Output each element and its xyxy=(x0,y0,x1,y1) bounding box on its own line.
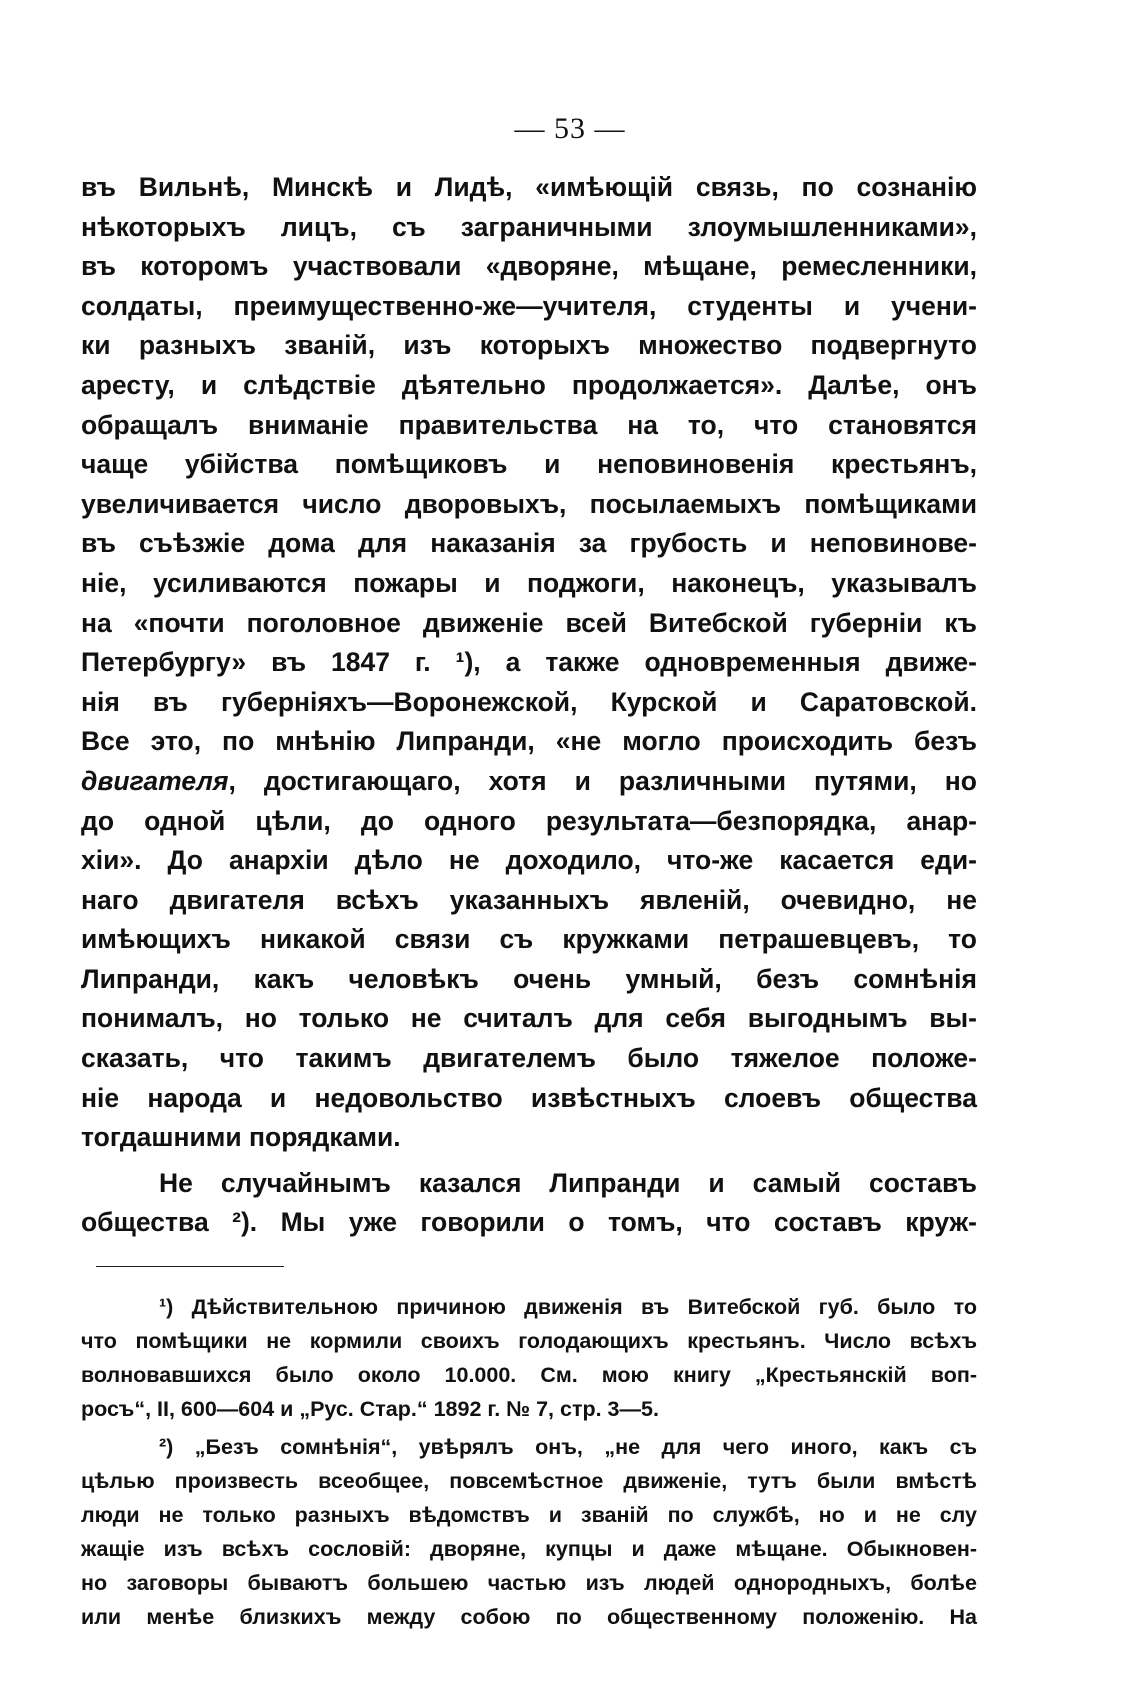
text-line: въ съѣзжіе дома для наказанія за грубость и неповинове- xyxy=(81,528,977,559)
footnote-2-line: люди не только разныхъ вѣдомствъ и званій по службѣ, но и не слу xyxy=(81,1503,977,1527)
footnote-2-line: ²) „Безъ сомнѣнія“, увѣрялъ онъ, „не для чего иного, какъ съ xyxy=(159,1435,977,1459)
text-line: имѣющихъ никакой связи съ кружками петрашевцевъ, то xyxy=(81,924,977,955)
text-line: нѣкоторыхъ лицъ, съ заграничными злоумышленниками», xyxy=(81,211,977,242)
footnotes xyxy=(81,1290,977,1634)
text-line: общества ²). Мы уже говорили о томъ, что составъ круж- xyxy=(81,1207,977,1238)
text-line: сказать, что такимъ двигателемъ было тяжелое положе- xyxy=(81,1043,977,1074)
text-line: ніе, усиливаются пожары и поджоги, наконецъ, указывалъ xyxy=(81,567,977,598)
main-text xyxy=(81,168,977,1243)
text-line: въ которомъ участвовали «дворяне, мѣщане, ремесленники, xyxy=(81,251,977,282)
text-line: ки разныхъ званій, изъ которыхъ множество подвергнуто xyxy=(81,330,977,361)
footnote-2-line: цѣлью произвесть всеобщее, повсемѣстное движеніе, тутъ были вмѣстѣ xyxy=(81,1469,977,1493)
text-line: Петербургу» въ 1847 г. ¹), а также одновременныя движе- xyxy=(81,647,977,678)
text-line: въ Вильнѣ, Минскѣ и Лидѣ, «имѣющій связь, по сознанію xyxy=(81,172,977,202)
text-line: тогдашними порядками. xyxy=(81,1122,401,1153)
text-line-italic: двигателя, достигающаго, хотя и различными путями, но xyxy=(81,765,977,796)
footnote-1-line: волновавшихся было около 10.000. См. мою книгу „Крестьянскій воп- xyxy=(81,1363,977,1387)
text-line: понималъ, но только не считалъ для себя выгоднымъ вы- xyxy=(81,1003,977,1034)
footnote-2-line: или менѣе близкихъ между собою по общественному положенію. На xyxy=(81,1605,977,1629)
text-line: хіи». До анархіи дѣло не доходило, что-же касается еди- xyxy=(81,845,977,876)
footnote-2-line: но заговоры бываютъ большею частью изъ людей однородныхъ, болѣе xyxy=(81,1571,977,1595)
text-line: на «почти поголовное движеніе всей Витебской губерніи къ xyxy=(81,607,977,638)
italic-word: двигателя xyxy=(81,765,229,796)
text-line: Липранди, какъ человѣкъ очень умный, безъ сомнѣнія xyxy=(81,963,977,994)
text-line: аресту, и слѣдствіе дѣятельно продолжается». Далѣе, онъ xyxy=(81,369,977,400)
text-line: увеличивается число дворовыхъ, посылаемыхъ помѣщиками xyxy=(81,488,977,519)
text-line: обращалъ вниманіе правительства на то, что становятся xyxy=(81,409,977,440)
text-line: солдаты, преимущественно-же—учителя, студенты и учени- xyxy=(81,290,977,321)
page-number: — 53 — xyxy=(514,112,626,145)
footnote-1-line: что помѣщики не кормили своихъ голодающихъ крестьянъ. Число всѣхъ xyxy=(81,1329,977,1353)
text-line: до одной цѣли, до одного результата—безпорядка, анар- xyxy=(81,805,977,836)
text-line: наго двигателя всѣхъ указанныхъ явленій, очевидно, не xyxy=(81,884,977,915)
text-line: нія въ губерніяхъ—Воронежской, Курской и Саратовской. xyxy=(81,686,977,717)
text-line: Все это, по мнѣнію Липранди, «не могло происходить безъ xyxy=(81,726,977,757)
text-line: Не случайнымъ казался Липранди и самый составъ xyxy=(159,1167,977,1198)
text-line: ніе народа и недовольство извѣстныхъ слоевъ общества xyxy=(81,1082,977,1113)
footnote-1-line: ¹) Дѣйствительною причиною движенія въ Витебской губ. было то xyxy=(159,1295,977,1319)
footnote-2-line: жащіе изъ всѣхъ сословій: дворяне, купцы и даже мѣщане. Обыкновен- xyxy=(81,1537,977,1561)
text-line: чаще убійства помѣщиковъ и неповиновенія крестьянъ, xyxy=(81,449,977,480)
footnote-rule xyxy=(96,1266,284,1267)
footnote-1-line: росъ“, II, 600—604 и „Рус. Стар.“ 1892 г. № 7, стр. 3—5. xyxy=(81,1397,659,1421)
